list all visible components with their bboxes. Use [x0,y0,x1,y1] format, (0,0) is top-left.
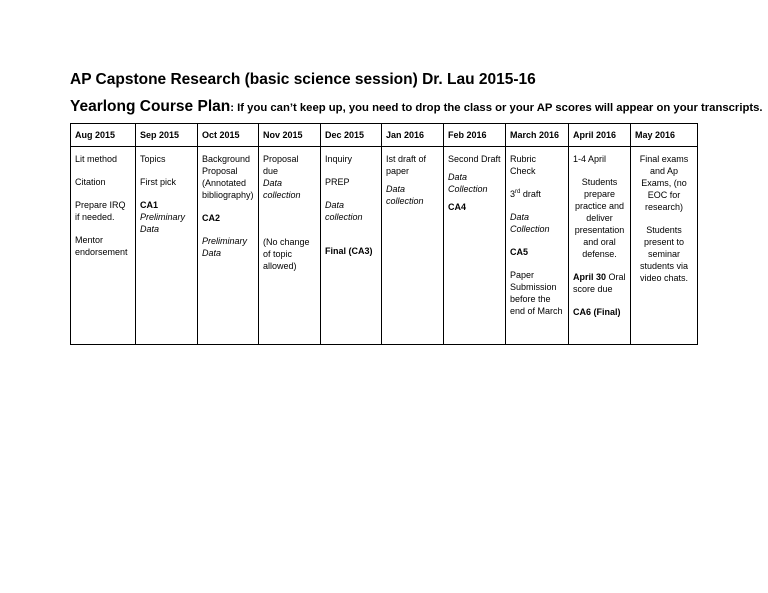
dec-final-ca3: Final (CA3) [325,246,373,256]
apr-oral-score: April 30 Oral score due [573,272,626,294]
nov-proposal-due: Proposal due [263,154,299,176]
jan-data-collection: Data collection [386,184,424,206]
may-cell [631,147,698,345]
sep-ca1: CA1 [140,200,159,210]
sep-cell [136,147,198,345]
oct-ca2: CA2 [202,213,221,223]
nov-no-change: (No change of topic allowed) [263,237,310,271]
month-header: April 2016 [569,124,631,147]
feb-second-draft: Second Draft [448,154,501,164]
month-header: Feb 2016 [444,124,506,147]
month-header: Aug 2015 [71,124,136,147]
month-header: Dec 2015 [321,124,382,147]
aug-mentor: Mentor endorsement [75,235,128,257]
aug-cell [71,147,136,345]
oct-preliminary-data: Preliminary Data [202,236,248,258]
jan-first-draft: Ist draft of paper [386,154,427,176]
sep-first-pick: First pick [140,177,176,187]
month-content-row [71,147,698,345]
month-header: Jan 2016 [382,124,444,147]
course-plan-table [70,123,698,345]
subtitle-warning: : If you can’t keep up, you need to drop the class or your AP scores will appear on your transcripts. [230,102,763,114]
month-header: Oct 2015 [198,124,259,147]
dec-inquiry: Inquiry [325,154,353,164]
month-header: Sep 2015 [136,124,198,147]
may-seminar: Students present to seminar students via video chats. [639,225,689,283]
mar-paper-submission: Paper Submission before the end of March [510,270,563,316]
nov-data-collection: Data collection [263,178,301,200]
sep-topics: Topics [140,154,166,164]
subtitle-lead: Yearlong Course Plan [70,98,231,115]
apr-cell [569,147,631,345]
nov-cell [259,147,321,345]
may-final-exams: Final exams and Ap Exams, (no EOC for research) [639,154,689,212]
feb-ca4: CA4 [448,202,467,212]
mar-rubric-check: Rubric Check [510,154,537,176]
dec-cell [321,147,382,345]
aug-prepare-irq: Prepare IRQ if needed. [75,200,126,222]
sep-preliminary-data: Preliminary Data [140,212,186,234]
apr-students-present: Students prepare practice and deliver presentation and oral defense. [574,177,625,259]
dec-data-collection: Data collection [325,200,363,222]
month-header: May 2016 [631,124,698,147]
mar-data-collection: Data Collection [510,212,550,234]
dec-prep: PREP [325,177,350,187]
month-header-row [71,124,698,147]
jan-cell [382,147,444,345]
feb-cell [444,147,506,345]
oct-background-proposal: Background Proposal (Annotated bibliography) [202,154,254,200]
oct-cell [198,147,259,345]
mar-third-draft: 3rd draft [510,189,541,199]
month-header: March 2016 [506,124,569,147]
apr-ca6-final: CA6 (Final) [573,307,621,317]
apr-dates: 1-4 April [573,154,607,164]
aug-lit-method: Lit method [75,154,118,164]
document-title: AP Capstone Research (basic science session) Dr. Lau 2015-16 [70,71,536,88]
month-header: Nov 2015 [259,124,321,147]
aug-citation: Citation [75,177,106,187]
feb-data-collection: Data Collection [448,172,488,194]
mar-ca5: CA5 [510,247,529,257]
document-subtitle [70,98,763,116]
mar-cell [506,147,569,345]
